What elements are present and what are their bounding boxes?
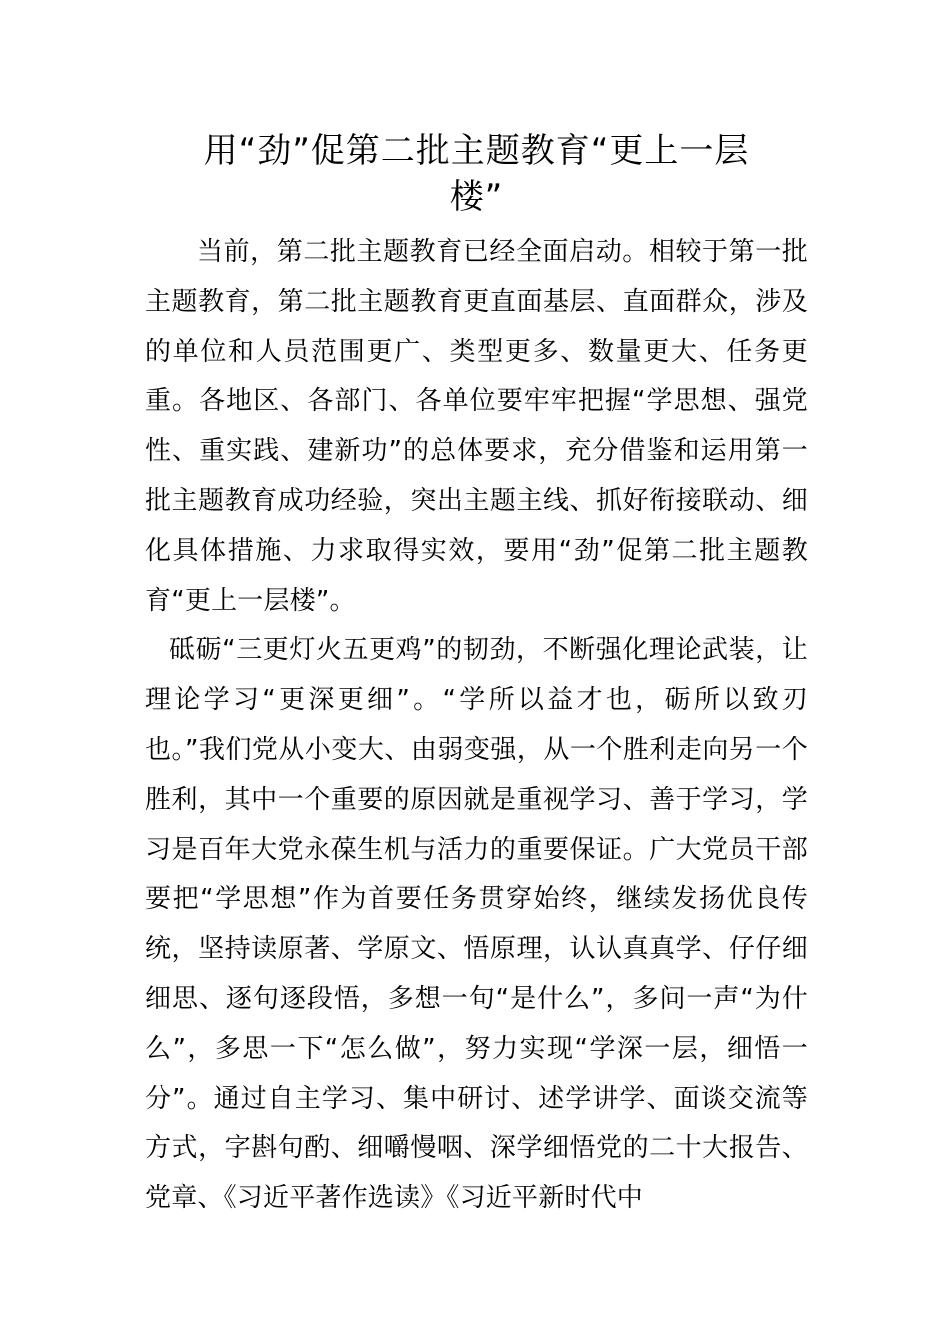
- title-line-2: 楼”: [449, 177, 504, 217]
- title-line-1: 用“劲”促第二批主题教育“更上一层: [203, 131, 750, 171]
- document-title: [145, 128, 808, 220]
- document-body: [145, 228, 808, 1224]
- paragraph-intro: 当前，第二批主题教育已经全面启动。相较于第一批主题教育，第二批主题教育更直面基层、直面群众，涉及的单位和人员范围更广、类型更多、数量更大、任务更重。各地区、各部门、各单位要牢牢把握“学思想、强党性、重实践、建新功”的总体要求，充分借鉴和运用第一批主题教育成功经验，突出主题主线、抓好衔接联动、细化具体措施、力求取得实效，要用“劲”促第二批主题教育“更上一层楼”。: [145, 237, 808, 616]
- paragraph-section-1: 砥砺“三更灯火五更鸡”的韧劲，不断强化理论武装，让理论学习“更深更细”。“学所以益才也，砺所以致刃也。”我们党从小变大、由弱变强，从一个胜利走向另一个胜利，其中一个重要的原因就是重视学习、善于学习，学习是百年大党永葆生机与活力的重要保证。广大党员干部要把“学思想”作为首要任务贯穿始终，继续发扬优良传统，坚持读原著、学原文、悟原理，认认真真学、仔仔细细思、逐句逐段悟，多想一句“是什么”，多问一声“为什么”，多思一下“怎么做”，努力实现“学深一层，细悟一分”。通过自主学习、集中研讨、述学讲学、面谈交流等方式，字斟句酌、细嚼慢咽、深学细悟党的二十大报告、党章、《习近平著作选读》《习近平新时代中: [145, 635, 808, 1214]
